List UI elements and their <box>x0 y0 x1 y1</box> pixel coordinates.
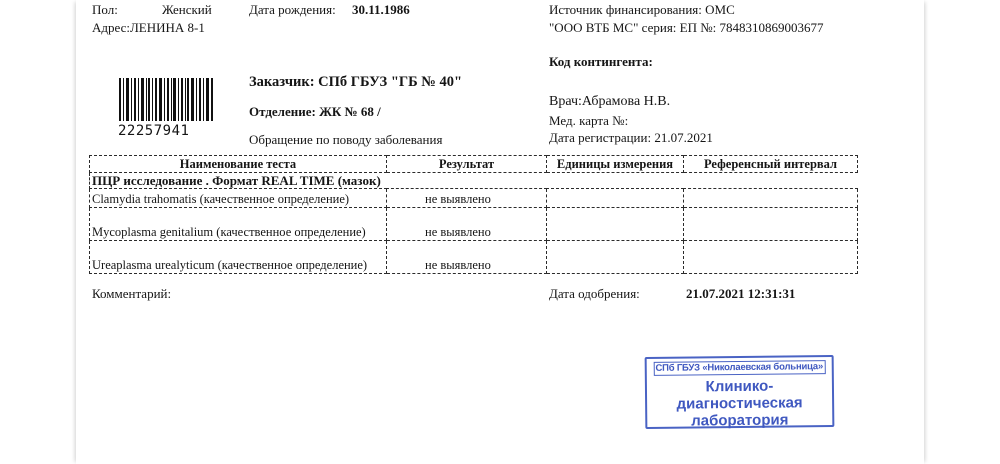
test-units <box>547 208 684 241</box>
doctor-name: Врач:Абрамова Н.В. <box>549 94 671 109</box>
department: Отделение: ЖК № 68 / <box>249 104 381 119</box>
stamp-hospital-name: СПб ГБУЗ «Николаевская больница» <box>653 360 825 376</box>
insurance-policy: "ООО ВТБ МС" серия: ЕП №: 7848310869003677 <box>549 20 824 35</box>
table-row <box>90 241 858 274</box>
test-units <box>547 189 684 208</box>
lab-stamp <box>645 355 835 429</box>
test-result: не выявлено <box>387 241 547 274</box>
test-units <box>547 241 684 274</box>
test-result: не выявлено <box>387 208 547 241</box>
test-reference <box>684 208 858 241</box>
sex-label: Пол: <box>92 2 118 17</box>
approval-date-label: Дата одобрения: <box>549 286 640 301</box>
stamp-line-3: лаборатория <box>691 411 789 430</box>
table-row <box>90 208 858 241</box>
funding-source: Источник финансирования: ОМС <box>549 2 735 17</box>
barcode <box>119 78 213 121</box>
header-test-name: Наименование теста <box>90 156 387 173</box>
results-table <box>89 155 858 274</box>
dob-value: 30.11.1986 <box>352 2 410 17</box>
test-reference <box>684 241 858 274</box>
header-reference: Референсный интервал <box>684 156 858 173</box>
test-name: Clamydia trahomatis (качественное определение) <box>90 189 387 208</box>
sex-value: Женский <box>162 2 212 17</box>
contingent-code-label: Код контингента: <box>549 54 653 69</box>
table-row <box>90 189 858 208</box>
approval-date-value: 21.07.2021 12:31:31 <box>686 286 796 301</box>
test-name: Ureaplasma urealyticum (качественное определение) <box>90 241 387 274</box>
barcode-number: 22257941 <box>118 123 190 139</box>
medical-card: Мед. карта №: <box>549 113 629 128</box>
header-result: Результат <box>387 156 547 173</box>
registration-date: Дата регистрации: 21.07.2021 <box>549 130 713 145</box>
stamp-line-2: Клинико-диагностическая <box>676 377 803 413</box>
test-reference <box>684 189 858 208</box>
header-units: Единицы измерения <box>547 156 684 173</box>
dob-label: Дата рождения: <box>249 2 336 17</box>
comment-label: Комментарий: <box>92 286 172 301</box>
address: Адрес:ЛЕНИНА 8-1 <box>92 20 205 35</box>
visit-reason: Обращение по поводу заболевания <box>249 132 443 147</box>
section-title: ПЦР исследование . Формат REAL TIME (мазок) <box>90 173 858 189</box>
test-result: не выявлено <box>387 189 547 208</box>
customer: Заказчик: СПб ГБУЗ "ГБ № 40" <box>249 74 463 90</box>
test-name: Mycoplasma genitalium (качественное определение) <box>90 208 387 241</box>
